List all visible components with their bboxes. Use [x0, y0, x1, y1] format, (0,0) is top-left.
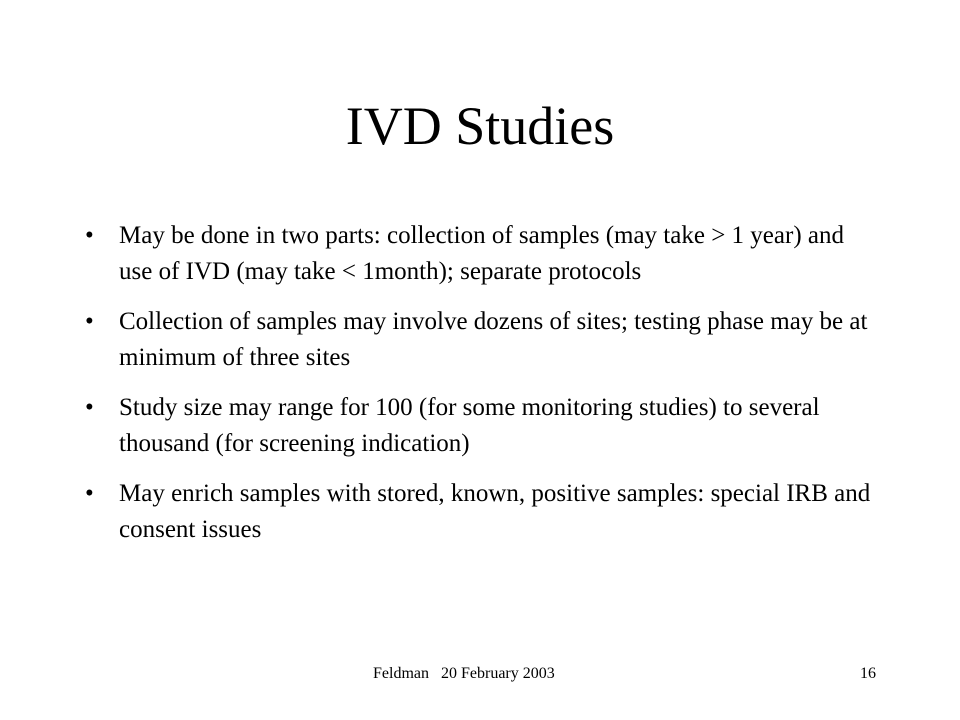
- footer-author-date: Feldman 20 February 2003: [373, 665, 555, 682]
- bullet-marker: •: [85, 480, 94, 507]
- bullet-item: [80, 476, 880, 548]
- bullet-text: May be done in two parts: collection of samples (may take > 1 year) and use of IVD (may take < 1month); separate protocols: [119, 222, 844, 285]
- bullet-item: [80, 218, 880, 290]
- bullet-text: Collection of samples may involve dozens of sites; testing phase may be at minimum of three sites: [119, 308, 868, 371]
- slide-title: IVD Studies: [345, 96, 615, 156]
- bullet-text: Study size may range for 100 (for some monitoring studies) to several thousand (for screening indication): [119, 394, 820, 457]
- bullet-marker: •: [85, 308, 94, 335]
- bullet-marker: •: [85, 222, 94, 249]
- bullet-list: [80, 218, 880, 562]
- bullet-item: [80, 304, 880, 376]
- bullet-text: May enrich samples with stored, known, positive samples: special IRB and consent issues: [119, 480, 871, 543]
- bullet-item: [80, 390, 880, 462]
- page-number: 16: [860, 665, 876, 682]
- bullet-marker: •: [85, 394, 94, 421]
